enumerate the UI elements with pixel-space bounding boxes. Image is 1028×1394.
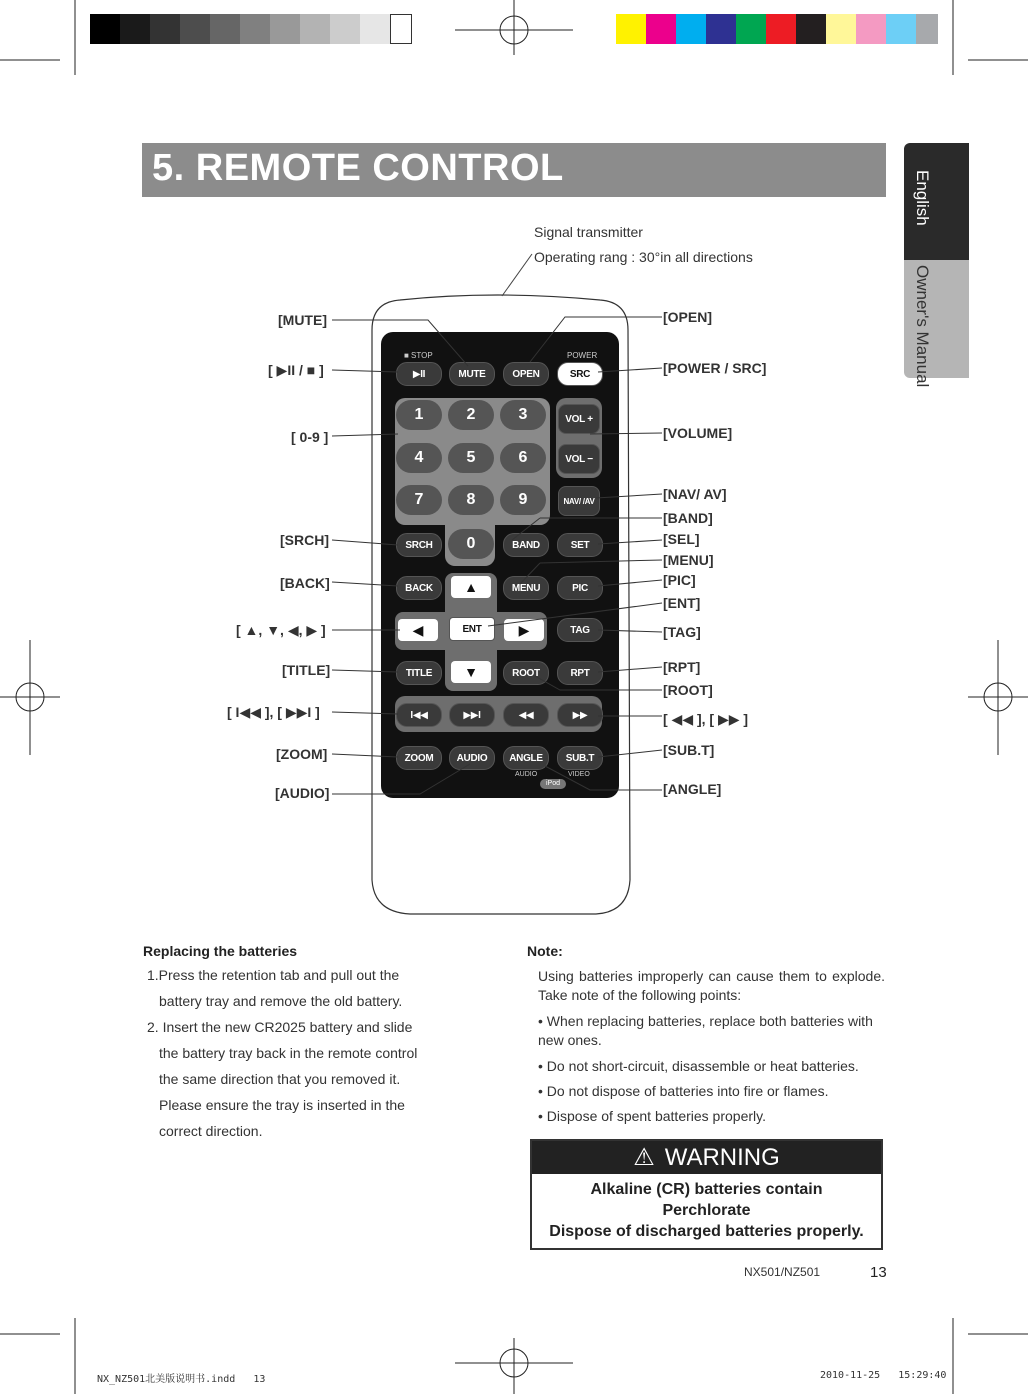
digit-2-button[interactable]: 2 [448,400,494,430]
warning-header [532,1141,881,1174]
label-menu: [MENU] [663,552,714,568]
title-button[interactable]: TITLE [396,661,442,685]
right-button[interactable]: ▶ [504,619,544,641]
digit-6-button[interactable]: 6 [500,443,546,473]
zoom-button[interactable]: ZOOM [396,746,442,770]
batteries-line-4: the battery tray back in the remote control [159,1045,418,1061]
power-caption: POWER [567,351,598,360]
audio-caption: AUDIO [515,771,538,778]
warning-box [530,1139,883,1250]
digit-0-button[interactable]: 0 [448,529,494,559]
label-angle: [ANGLE] [663,781,722,797]
mute-button[interactable]: MUTE [449,362,495,386]
footer-model: NX501/NZ501 [744,1265,821,1279]
volume-down-button[interactable]: VOL − [558,444,600,474]
digit-1-button[interactable]: 1 [396,400,442,430]
batteries-line-3: 2. Insert the new CR2025 battery and slide [147,1019,413,1035]
video-caption: VIDEO [568,771,590,778]
srch-button[interactable]: SRCH [396,533,442,557]
label-open: [OPEN] [663,309,712,325]
warning-line-3: Dispose of discharged batteries properly. [549,1223,864,1240]
rewind-button[interactable]: ◀◀ [503,703,549,727]
audio-button[interactable]: AUDIO [449,746,495,770]
band-button[interactable]: BAND [503,533,549,557]
label-sel: [SEL] [663,531,700,547]
label-band: [BAND] [663,510,713,526]
label-volume: [VOLUME] [663,425,733,441]
stop-caption: ■ STOP [404,351,433,360]
prev-button[interactable]: I◀◀ [396,703,442,727]
label-rew-ff: [ ◀◀ ], [ ▶▶ ] [663,711,749,727]
label-audio: [AUDIO] [275,785,330,801]
set-button[interactable]: SET [557,533,603,557]
footer-file-info-left: NX_NZ501北美版说明书.indd 13 [97,1374,266,1385]
batteries-heading: Replacing the batteries [143,943,298,959]
label-power-src: [POWER / SRC] [663,360,767,376]
batteries-line-6: Please ensure the tray is inserted in the [159,1097,405,1113]
digit-3-button[interactable]: 3 [500,400,546,430]
note-intro: Using batteries improperly can cause them to explode. Take note of the following points: [538,968,885,1003]
label-title: [TITLE] [282,662,331,678]
subt-button[interactable]: SUB.T [557,746,603,770]
fast-forward-button[interactable]: ▶▶ [557,703,603,727]
label-mute: [MUTE] [278,312,327,328]
label-skip: [ I◀◀ ], [ ▶▶I ] [227,704,320,720]
batteries-line-1: 1.Press the retention tab and pull out the [147,967,400,983]
warning-body [532,1179,881,1242]
label-rpt: [RPT] [663,659,701,675]
note-bullet-3: • Do not dispose of batteries into fire or flames. [538,1083,829,1099]
menu-button[interactable]: MENU [503,576,549,600]
label-back: [BACK] [280,575,330,591]
warning-icon: ⚠ [633,1144,655,1171]
note-bullet-2: • Do not short-circuit, disassemble or heat batteries. [538,1058,859,1074]
rpt-button[interactable]: RPT [557,661,603,685]
digit-5-button[interactable]: 5 [448,443,494,473]
batteries-line-5: the same direction that you removed it. [159,1071,401,1087]
label-subt: [SUB.T] [663,742,715,758]
ent-button[interactable]: ENT [449,617,495,641]
warning-line-2: Perchlorate [662,1202,751,1219]
label-zoom: [ZOOM] [276,746,328,762]
down-button[interactable]: ▼ [451,661,491,683]
page-title: 5. REMOTE CONTROL [152,147,564,189]
label-play-stop: [ ▶II / ■ ] [268,362,324,378]
play-pause-button[interactable]: ▶II [396,362,442,386]
side-tab-english-label: English [913,170,932,226]
left-button[interactable]: ◀ [398,619,438,641]
label-tag: [TAG] [663,624,701,640]
angle-button[interactable]: ANGLE [503,746,549,770]
label-ent: [ENT] [663,595,701,611]
digit-7-button[interactable]: 7 [396,485,442,515]
next-button[interactable]: ▶▶I [449,703,495,727]
note-bullet-1: • When replacing batteries, replace both batteries with new ones. [538,1013,873,1048]
root-button[interactable]: ROOT [503,661,549,685]
volume-up-button[interactable]: VOL + [558,404,600,434]
side-tab-owners-manual-label: Owner's Manual [913,265,932,388]
up-button[interactable]: ▲ [451,576,491,598]
back-button[interactable]: BACK [396,576,442,600]
signal-range-label: Operating rang : 30°in all directions [534,249,753,265]
digit-9-button[interactable]: 9 [500,485,546,515]
pic-button[interactable]: PIC [557,576,603,600]
label-arrows: [ ▲, ▼, ◀, ▶ ] [236,622,326,638]
batteries-line-2: battery tray and remove the old battery. [159,993,403,1009]
warning-title: WARNING [664,1143,780,1171]
open-button[interactable]: OPEN [503,362,549,386]
label-srch: [SRCH] [280,532,329,548]
label-root: [ROOT] [663,682,713,698]
ipod-badge: iPod [540,779,566,789]
footer-page-number: 13 [870,1264,887,1281]
label-nav-av: [NAV/ AV] [663,486,727,502]
note-heading: Note: [527,943,563,959]
warning-line-1: Alkaline (CR) batteries contain [590,1181,823,1198]
note-bullet-4: • Dispose of spent batteries properly. [538,1108,766,1124]
power-src-button[interactable]: SRC [557,362,603,386]
batteries-line-7: correct direction. [159,1123,263,1139]
footer-file-info-right: 2010-11-25 15:29:40 [820,1370,947,1381]
digit-4-button[interactable]: 4 [396,443,442,473]
label-digits: [ 0-9 ] [291,429,329,445]
nav-av-button[interactable]: NAV/ /AV [558,486,600,516]
digit-8-button[interactable]: 8 [448,485,494,515]
signal-transmitter-label: Signal transmitter [534,224,643,240]
label-pic: [PIC] [663,572,696,588]
tag-button[interactable]: TAG [557,618,603,642]
